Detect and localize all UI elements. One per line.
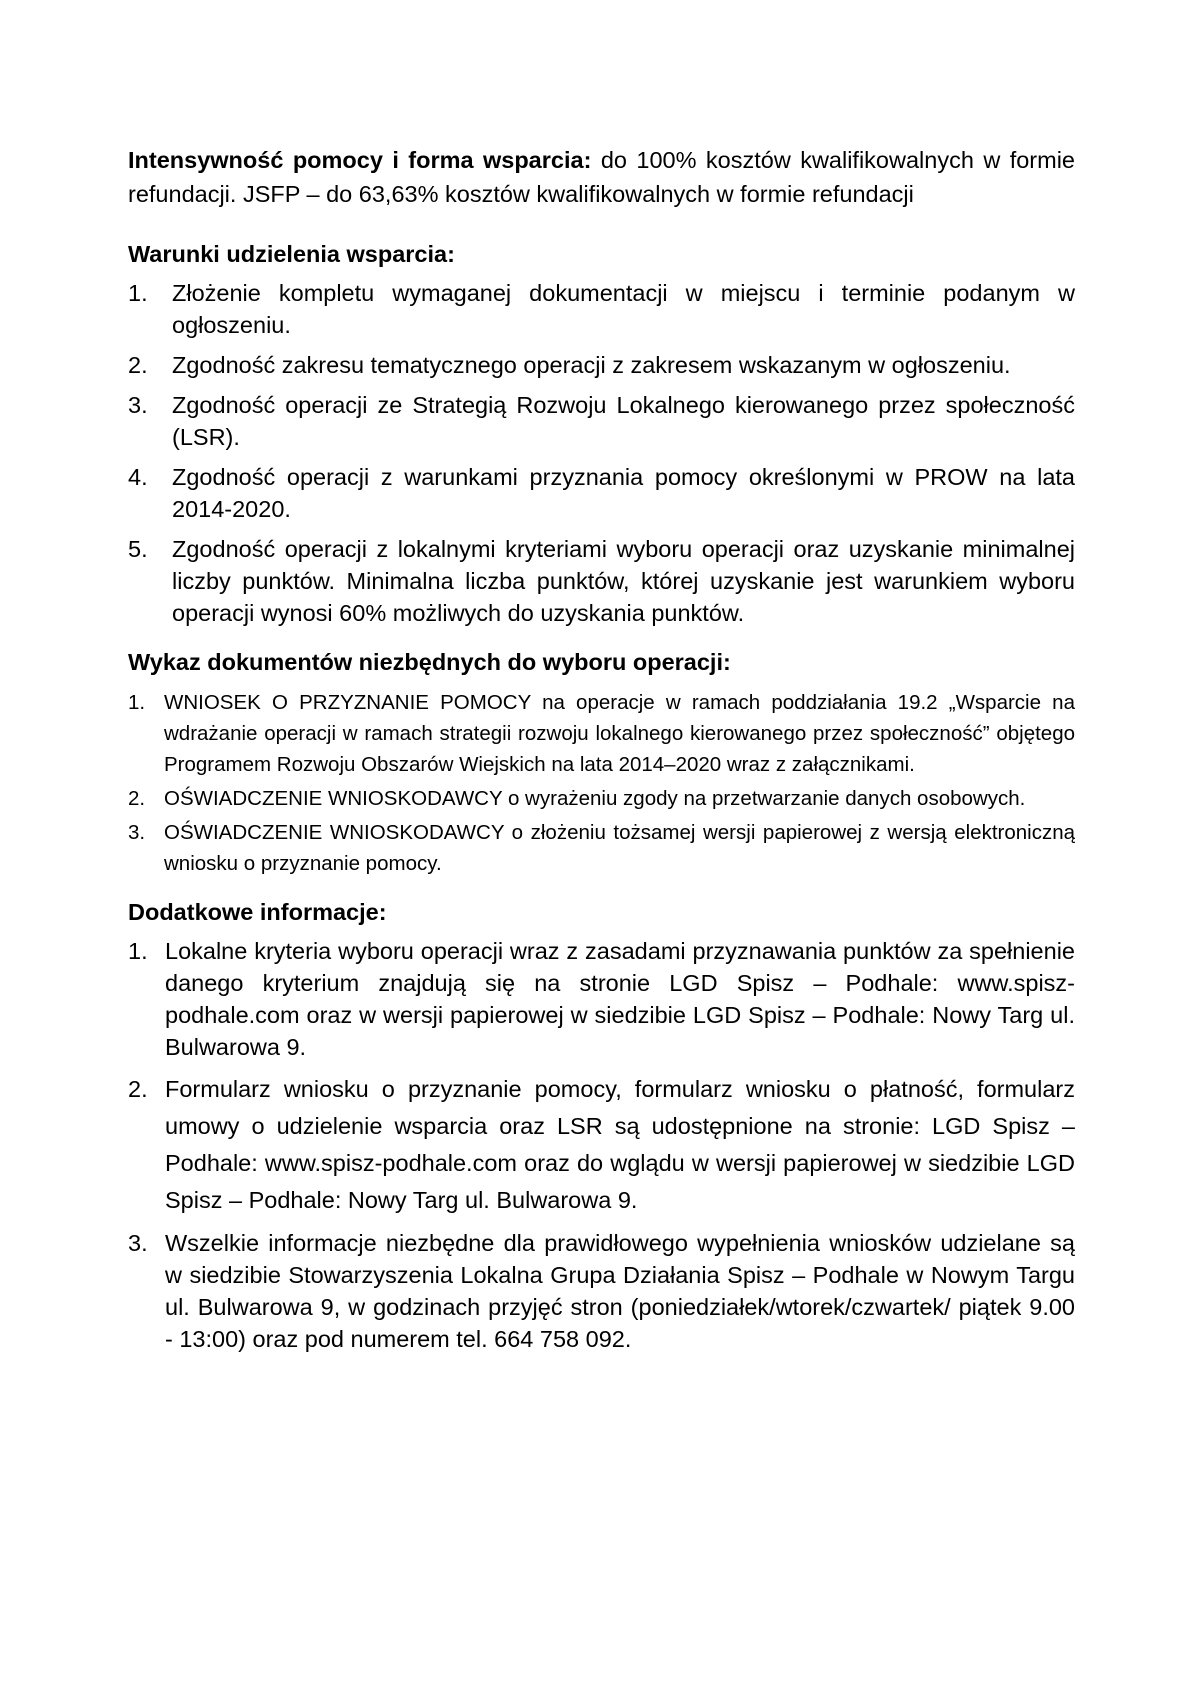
- list-item-number: 2.: [128, 1076, 148, 1102]
- list-item-number: 3.: [128, 1230, 148, 1256]
- list-item-number: 1.: [128, 691, 146, 714]
- list-item: [128, 817, 1075, 879]
- list-item-text: OŚWIADCZENIE WNIOSKODAWCY o złożeniu tożsamej wersji papierowej z wersją elektroniczną wniosku o przyznanie pomocy.: [164, 821, 1075, 875]
- list-item-text: Lokalne kryteria wyboru operacji wraz z zasadami przyznawania punktów za spełnienie danego kryterium znajdują się na stronie LGD Spisz – Podhale: www.spisz-podhale.com oraz w wersji papierowej w siedzibie LGD Spisz – Podhale: Nowy Targ ul. Bulwarowa 9.: [165, 938, 1075, 1060]
- list-item-text: Zgodność operacji ze Strategią Rozwoju Lokalnego kierowanego przez społeczność (LSR).: [172, 392, 1075, 450]
- documents-section: [128, 645, 1075, 879]
- documents-heading: Wykaz dokumentów niezbędnych do wyboru operacji:: [128, 649, 731, 675]
- list-item-number: 5.: [128, 536, 148, 562]
- document-content: [128, 143, 1075, 1363]
- support-intensity-label: Intensywność pomocy i forma wsparcia:: [128, 147, 592, 173]
- list-item: [128, 277, 1075, 341]
- list-item: [128, 349, 1075, 381]
- support-intensity-text: do 100% kosztów kwalifikowalnych w formie refundacji. JSFP – do 63,63% kosztów kwalifikowalnych w formie refundacji: [128, 147, 1075, 207]
- list-item-text: Zgodność zakresu tematycznego operacji z zakresem wskazanym w ogłoszeniu.: [172, 352, 1011, 378]
- list-item: [128, 389, 1075, 453]
- list-item: [128, 935, 1075, 1063]
- conditions-section: [128, 237, 1075, 629]
- list-item: [128, 461, 1075, 525]
- list-item-number: 3.: [128, 392, 148, 418]
- list-item-text: Złożenie kompletu wymaganej dokumentacji w miejscu i terminie podanym w ogłoszeniu.: [172, 280, 1075, 338]
- list-item-number: 1.: [128, 280, 148, 306]
- list-item: [128, 533, 1075, 629]
- additional-info-heading: Dodatkowe informacje:: [128, 899, 387, 925]
- additional-info-list: [128, 935, 1075, 1355]
- list-item-text: WNIOSEK O PRZYZNANIE POMOCY na operacje w ramach poddziałania 19.2 „Wsparcie na wdrażanie operacji w ramach strategii rozwoju lokalnego kierowanego przez społeczność” objętego Programem Rozwoju Obszarów Wiejskich na lata 2014–2020 wraz z załącznikami.: [164, 691, 1075, 776]
- list-item-text: OŚWIADCZENIE WNIOSKODAWCY o wyrażeniu zgody na przetwarzanie danych osobowych.: [164, 787, 1026, 810]
- list-item: [128, 783, 1075, 814]
- support-intensity-paragraph: [128, 143, 1075, 211]
- list-item: [128, 1227, 1075, 1355]
- list-item-number: 2.: [128, 352, 148, 378]
- documents-list: [128, 687, 1075, 879]
- list-item-text: Wszelkie informacje niezbędne dla prawidłowego wypełnienia wniosków udzielane są w siedzibie Stowarzyszenia Lokalna Grupa Działania Spisz – Podhale w Nowym Targu ul. Bulwarowa 9, w godzinach przyjęć stron (poniedziałek/wtorek/czwartek/ piątek 9.00 - 13:00) oraz pod numerem tel. 664 758 092.: [165, 1230, 1075, 1352]
- list-item-number: 1.: [128, 938, 148, 964]
- list-item-text: Zgodność operacji z lokalnymi kryteriami wyboru operacji oraz uzyskanie minimalnej liczby punktów. Minimalna liczba punktów, której uzyskanie jest warunkiem wyboru operacji wynosi 60% możliwych do uzyskania punktów.: [172, 536, 1075, 626]
- list-item: [128, 1071, 1075, 1219]
- list-item: [128, 687, 1075, 780]
- conditions-heading: Warunki udzielenia wsparcia:: [128, 241, 455, 267]
- conditions-list: [128, 277, 1075, 629]
- list-item-number: 2.: [128, 787, 146, 810]
- list-item-text: Zgodność operacji z warunkami przyznania pomocy określonymi w PROW na lata 2014-2020.: [172, 464, 1075, 522]
- additional-info-section: [128, 895, 1075, 1355]
- list-item-text: Formularz wniosku o przyznanie pomocy, formularz wniosku o płatność, formularz umowy o udzielenie wsparcia oraz LSR są udostępnione na stronie: LGD Spisz – Podhale: www.spisz-podhale.com oraz do wglądu w wersji papierowej w siedzibie LGD Spisz – Podhale: Nowy Targ ul. Bulwarowa 9.: [165, 1076, 1075, 1213]
- list-item-number: 3.: [128, 821, 146, 844]
- list-item-number: 4.: [128, 464, 148, 490]
